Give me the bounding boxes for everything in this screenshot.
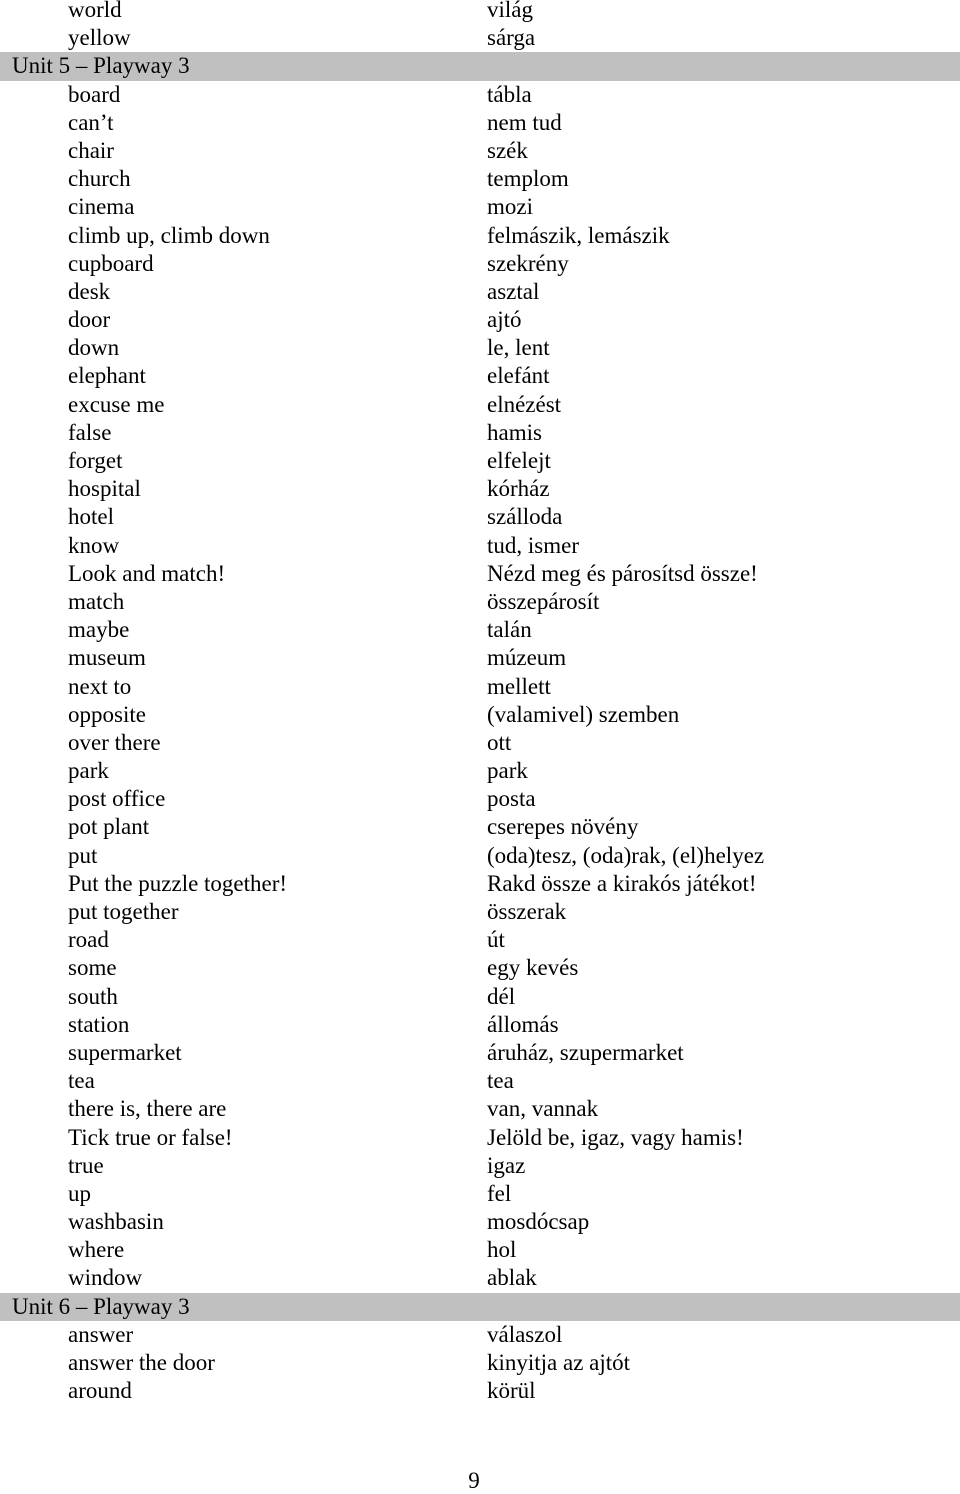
hungarian-translation: elefánt: [487, 363, 550, 389]
vocab-row: [0, 560, 960, 588]
english-term: world: [68, 0, 122, 22]
hungarian-translation: mozi: [487, 194, 533, 220]
vocab-row: [0, 532, 960, 560]
hungarian-translation: talán: [487, 617, 532, 643]
vocab-row: [0, 278, 960, 306]
english-term: Put the puzzle together!: [68, 870, 288, 896]
hungarian-translation: templom: [487, 166, 569, 192]
hungarian-translation: elnézést: [487, 391, 562, 417]
hungarian-translation: Nézd meg és párosítsd össze!: [487, 560, 758, 586]
vocab-row: [0, 701, 960, 729]
vocab-row: [0, 503, 960, 531]
vocab-row: [0, 1377, 960, 1405]
unit-title: Unit 6 – Playway 3: [12, 1293, 190, 1319]
hungarian-translation: válaszol: [487, 1321, 563, 1347]
vocab-row: [0, 222, 960, 250]
english-term: opposite: [68, 701, 146, 727]
hungarian-translation: mellett: [487, 673, 551, 699]
english-term: chair: [68, 137, 114, 163]
vocab-row: [0, 362, 960, 390]
english-term: excuse me: [68, 391, 165, 417]
unit-header: [0, 1293, 960, 1321]
hungarian-translation: van, vannak: [487, 1096, 599, 1122]
vocab-row: [0, 137, 960, 165]
english-term: station: [68, 1011, 130, 1037]
unit-header: [0, 52, 960, 80]
english-term: match: [68, 588, 125, 614]
vocab-row: [0, 334, 960, 362]
hungarian-translation: kórház: [487, 476, 550, 502]
hungarian-translation: (oda)tesz, (oda)rak, (el)helyez: [487, 842, 765, 868]
hungarian-translation: hol: [487, 1237, 517, 1263]
english-term: elephant: [68, 363, 146, 389]
english-term: washbasin: [68, 1209, 164, 1235]
vocab-row: [0, 842, 960, 870]
english-term: supermarket: [68, 1039, 182, 1065]
english-term: answer the door: [68, 1350, 215, 1375]
english-term: answer: [68, 1321, 134, 1347]
vocab-row: [0, 785, 960, 813]
page-number: 9: [468, 1468, 480, 1493]
vocab-row: [0, 729, 960, 757]
english-term: window: [68, 1265, 143, 1291]
hungarian-translation: összerak: [487, 899, 567, 924]
english-term: church: [68, 166, 131, 192]
english-term: cinema: [68, 194, 135, 220]
hungarian-translation: ott: [487, 729, 512, 755]
english-term: cupboard: [68, 250, 154, 276]
english-term: next to: [68, 673, 132, 699]
hungarian-translation: elfelejt: [487, 448, 551, 473]
unit-title: Unit 5 – Playway 3: [12, 53, 190, 79]
hungarian-translation: állomás: [487, 1011, 559, 1037]
hungarian-translation: Jelöld be, igaz, vagy hamis!: [487, 1124, 744, 1150]
english-term: maybe: [68, 617, 130, 643]
english-term: can’t: [68, 109, 114, 135]
hungarian-translation: kinyitja az ajtót: [487, 1350, 631, 1375]
vocab-row: [0, 983, 960, 1011]
english-term: up: [68, 1180, 91, 1206]
vocab-row: [0, 0, 960, 24]
english-term: hospital: [68, 476, 141, 502]
vocab-row: [0, 391, 960, 419]
english-term: door: [68, 307, 111, 333]
vocab-row: [0, 306, 960, 334]
vocab-row: [0, 898, 960, 926]
english-term: pot plant: [68, 814, 150, 840]
english-term: climb up, climb down: [68, 222, 270, 248]
hungarian-translation: le, lent: [487, 335, 550, 361]
vocab-row: [0, 673, 960, 701]
english-term: Tick true or false!: [68, 1124, 233, 1150]
english-term: museum: [68, 645, 146, 671]
vocab-row: [0, 447, 960, 475]
vocab-row: [0, 250, 960, 278]
english-term: desk: [68, 278, 111, 304]
english-term: put: [68, 842, 98, 868]
hungarian-translation: posta: [487, 786, 536, 812]
vocab-row: [0, 193, 960, 221]
hungarian-translation: cserepes növény: [487, 814, 639, 840]
english-term: Look and match!: [68, 560, 226, 586]
vocab-row: [0, 165, 960, 193]
hungarian-translation: világ: [487, 0, 533, 22]
hungarian-translation: mosdócsap: [487, 1209, 590, 1235]
english-term: around: [68, 1378, 132, 1404]
vocab-row: [0, 1011, 960, 1039]
hungarian-translation: tea: [487, 1068, 514, 1094]
hungarian-translation: tábla: [487, 81, 532, 107]
hungarian-translation: tud, ismer: [487, 532, 579, 558]
hungarian-translation: nem tud: [487, 109, 562, 135]
hungarian-translation: szálloda: [487, 504, 563, 530]
english-term: forget: [68, 448, 123, 473]
hungarian-translation: körül: [487, 1378, 536, 1404]
hungarian-translation: hamis: [487, 419, 542, 445]
hungarian-translation: múzeum: [487, 645, 567, 671]
hungarian-translation: szék: [487, 137, 528, 163]
hungarian-translation: szekrény: [487, 250, 569, 276]
vocab-row: [0, 81, 960, 109]
hungarian-translation: ablak: [487, 1265, 537, 1291]
vocab-row: [0, 109, 960, 137]
english-term: down: [68, 335, 120, 361]
hungarian-translation: igaz: [487, 1152, 526, 1178]
vocab-row: [0, 24, 960, 52]
english-term: where: [68, 1237, 125, 1263]
vocab-row: [0, 419, 960, 447]
english-term: hotel: [68, 504, 114, 530]
hungarian-translation: Rakd össze a kirakós játékot!: [487, 870, 757, 896]
english-term: know: [68, 532, 120, 558]
vocab-row: [0, 1208, 960, 1236]
english-term: board: [68, 81, 121, 107]
vocab-row: [0, 1264, 960, 1292]
english-term: false: [68, 419, 112, 445]
hungarian-translation: egy kevés: [487, 955, 579, 981]
english-term: over there: [68, 729, 161, 755]
vocab-row: [0, 1349, 960, 1377]
english-term: some: [68, 955, 117, 981]
english-term: true: [68, 1152, 104, 1178]
hungarian-translation: út: [487, 927, 505, 953]
hungarian-translation: (valamivel) szemben: [487, 701, 680, 727]
vocab-row: [0, 870, 960, 898]
english-term: park: [68, 758, 109, 784]
hungarian-translation: asztal: [487, 278, 540, 304]
english-term: there is, there are: [68, 1096, 227, 1122]
vocab-row: [0, 813, 960, 841]
vocab-row: [0, 616, 960, 644]
english-term: tea: [68, 1068, 95, 1094]
english-term: road: [68, 927, 109, 953]
hungarian-translation: park: [487, 758, 528, 784]
hungarian-translation: dél: [487, 983, 516, 1009]
hungarian-translation: sárga: [487, 25, 536, 51]
vocab-row: [0, 1124, 960, 1152]
vocab-row: [0, 588, 960, 616]
vocab-row: [0, 1321, 960, 1349]
vocab-row: [0, 1067, 960, 1095]
vocab-row: [0, 1152, 960, 1180]
hungarian-translation: ajtó: [487, 307, 522, 333]
english-term: put together: [68, 899, 179, 924]
english-term: yellow: [68, 25, 131, 51]
hungarian-translation: fel: [487, 1180, 512, 1206]
english-term: south: [68, 983, 118, 1009]
vocab-row: [0, 1039, 960, 1067]
vocab-row: [0, 757, 960, 785]
hungarian-translation: felmászik, lemászik: [487, 222, 670, 248]
hungarian-translation: összepárosít: [487, 588, 600, 614]
vocab-row: [0, 475, 960, 503]
vocab-row: [0, 644, 960, 672]
vocab-row: [0, 1095, 960, 1123]
vocab-row: [0, 1236, 960, 1264]
vocab-row: [0, 954, 960, 982]
vocab-row: [0, 926, 960, 954]
english-term: post office: [68, 786, 166, 812]
hungarian-translation: áruház, szupermarket: [487, 1039, 684, 1065]
vocab-row: [0, 1180, 960, 1208]
